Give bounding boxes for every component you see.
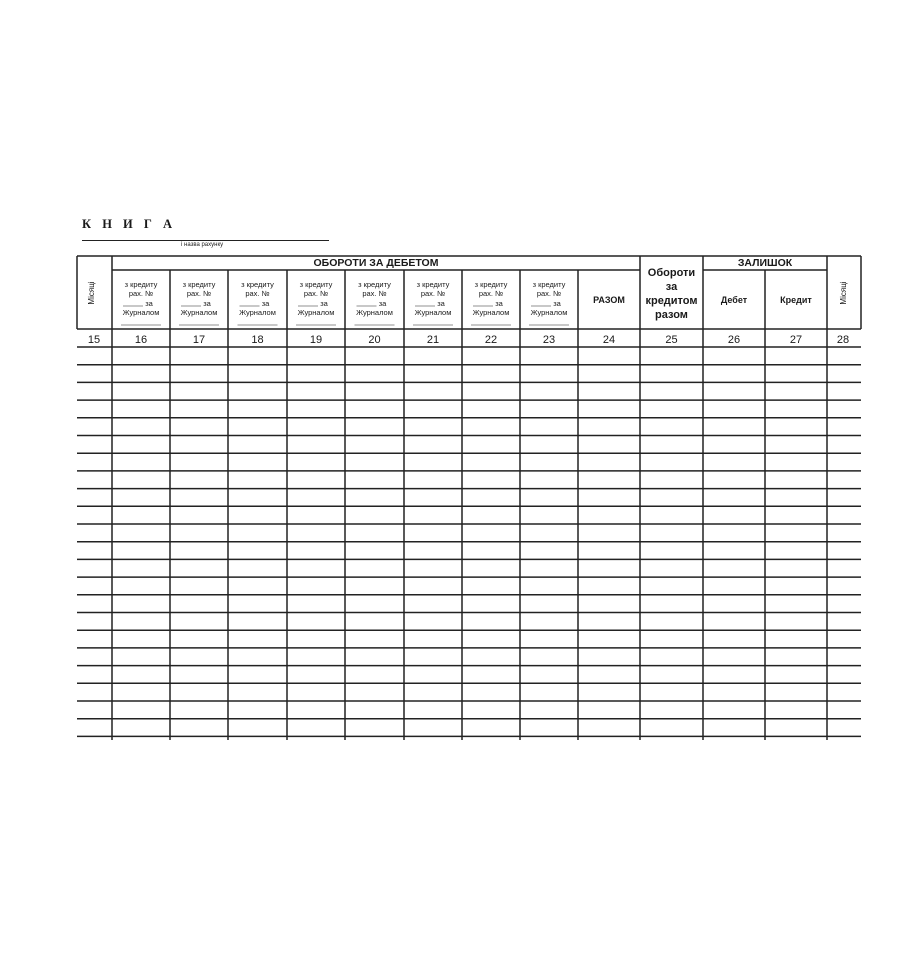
column-number: 21 bbox=[426, 334, 440, 346]
debit-subcolumn-line4: Журналом bbox=[239, 308, 276, 317]
months-label-left: Місяці bbox=[87, 281, 96, 305]
total-header: РАЗОМ bbox=[593, 295, 625, 305]
column-number: 22 bbox=[484, 334, 498, 346]
debit-subcolumn-line3: за bbox=[145, 299, 153, 308]
debit-subcolumn-line3: за bbox=[553, 299, 561, 308]
debit-subcolumn-line3: за bbox=[261, 299, 270, 308]
debit-subcolumn-line3: за bbox=[495, 299, 503, 308]
debit-subcolumn-line1: з кредиту bbox=[299, 280, 333, 289]
debit-subcolumn-line3: за bbox=[320, 299, 328, 308]
balance-header: ЗАЛИШОК bbox=[737, 257, 793, 269]
debit-turnover-header: ОБОРОТИ ЗА ДЕБЕТОМ bbox=[313, 257, 439, 269]
debit-subcolumn-line2: рах. № bbox=[420, 289, 446, 298]
debit-subcolumn-line1: з кредиту bbox=[124, 280, 158, 289]
debit-subcolumn-line2: рах. № bbox=[478, 289, 504, 298]
debit-subcolumn-line2: рах. № bbox=[362, 289, 387, 298]
column-number: 24 bbox=[602, 334, 616, 346]
debit-subcolumn-line4: Журналом bbox=[297, 308, 335, 317]
column-number: 26 bbox=[727, 334, 741, 346]
column-number: 17 bbox=[192, 334, 206, 346]
column-number: 18 bbox=[251, 334, 264, 346]
debit-subcolumn-line1: з кредиту bbox=[241, 280, 274, 289]
credit-turnover-header-line: за bbox=[665, 281, 678, 293]
debit-subcolumn-line4: Журналом bbox=[530, 308, 568, 317]
debit-subcolumn-line1: з кредиту bbox=[358, 280, 391, 289]
debit-subcolumn-line3: за bbox=[378, 299, 387, 308]
credit-turnover-header-line: Обороти bbox=[647, 267, 696, 279]
column-number: 28 bbox=[836, 334, 850, 346]
debit-subcolumn-line4: Журналом bbox=[122, 308, 160, 317]
book-title: К Н И Г А bbox=[82, 217, 176, 231]
debit-subcolumn-line2: рах. № bbox=[128, 289, 154, 298]
debit-subcolumn-line4: Журналом bbox=[414, 308, 452, 317]
debit-subcolumn-line2: рах. № bbox=[245, 289, 270, 298]
debit-subcolumn-line1: з кредиту bbox=[416, 280, 450, 289]
debit-subcolumn-line3: за bbox=[437, 299, 445, 308]
debit-subcolumn-line2: рах. № bbox=[186, 289, 212, 298]
column-number: 27 bbox=[789, 334, 803, 346]
debit-subcolumn-line4: Журналом bbox=[180, 308, 218, 317]
debit-subcolumn-line1: з кредиту bbox=[182, 280, 216, 289]
debit-subcolumn-line2: рах. № bbox=[303, 289, 329, 298]
months-label-right: Місяці bbox=[839, 281, 848, 305]
column-number: 23 bbox=[542, 334, 556, 346]
debit-subcolumn-line4: Журналом bbox=[356, 308, 393, 317]
column-number: 25 bbox=[665, 334, 678, 346]
balance-debit-header: Дебет bbox=[720, 295, 748, 305]
credit-turnover-header-line: кредитом bbox=[645, 295, 698, 307]
debit-subcolumn-line4: Журналом bbox=[472, 308, 510, 317]
account-name-caption: і назва рахунку bbox=[181, 242, 224, 248]
debit-subcolumn-line3: за bbox=[203, 299, 211, 308]
debit-subcolumn-line2: рах. № bbox=[536, 289, 562, 298]
credit-turnover-header-line: разом bbox=[655, 309, 688, 321]
debit-subcolumn-line1: з кредиту bbox=[532, 280, 566, 289]
column-number: 15 bbox=[87, 334, 101, 346]
column-number: 19 bbox=[309, 334, 323, 346]
balance-credit-header: Кредит bbox=[780, 295, 812, 305]
column-number: 16 bbox=[134, 334, 148, 346]
debit-subcolumn-line1: з кредиту bbox=[474, 280, 508, 289]
column-number: 20 bbox=[368, 334, 381, 346]
